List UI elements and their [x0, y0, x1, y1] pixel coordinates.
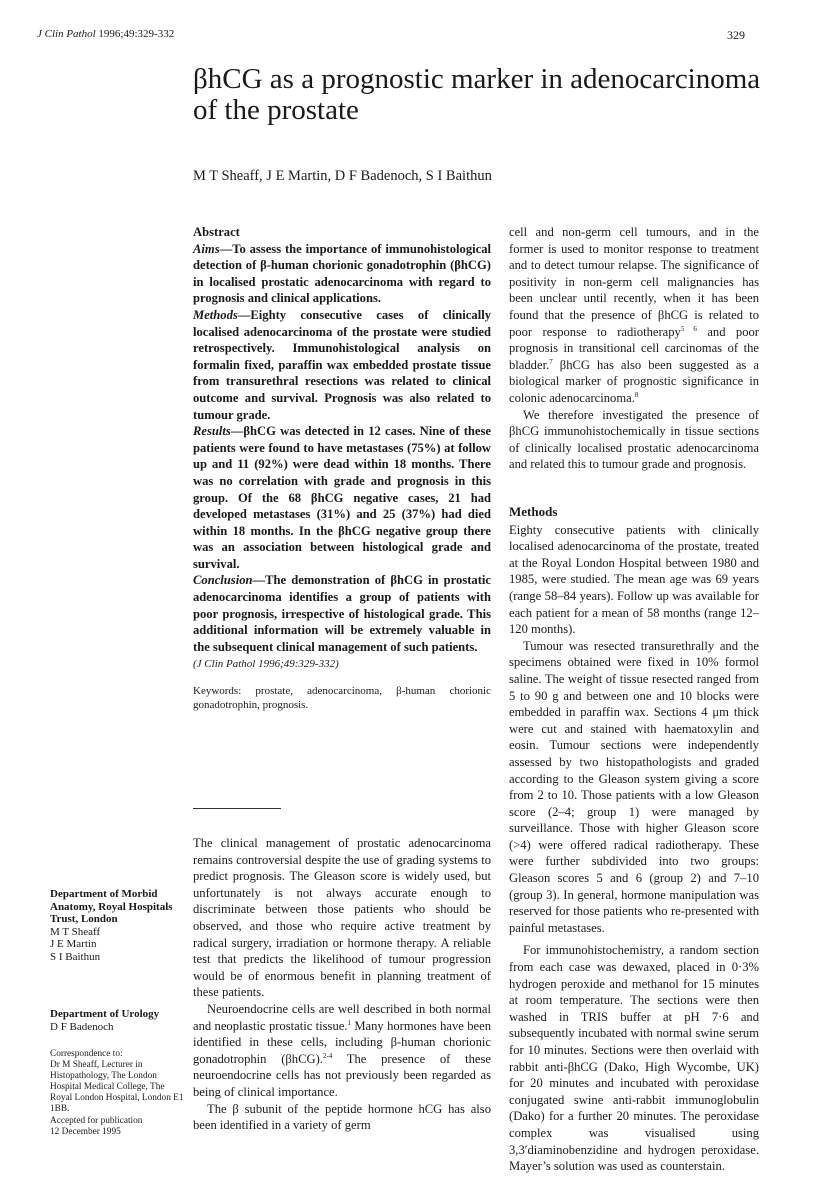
right-p1-text-b: and poor prognosis in transitional cell carcinomas of the bladder. [509, 324, 760, 372]
results-label: Results [193, 424, 231, 439]
abstract-heading: Abstract [193, 225, 240, 239]
reference-marker: 5 6 [680, 324, 697, 333]
affiliation-author: J E Martin [50, 938, 97, 951]
introduction [193, 835, 491, 1134]
methods-paragraph-2: Tumour was resected transurethrally and the specimens obtained were fixed in 10% formol saline. The weight of tissue resected ranged from 5 to 90 g and between one and 10 blocks were embedded in paraffin wax. Sections 4 μm thick were cut and stained with haematoxylin and eosin. Tumour sections were independently assessed by two histopathologists and graded according to the Gleason system giving a score from 2 to 10. Those patients with a low Gleason score (2–4; group 1) were managed by surveillance. Those with higher Gleason score (>4) were offered radical radiotherapy. These were further subdivided into two groups: Gleason scores 5 and 6 (group 2) and 7–10 (group 3). In general, hormone manipulation was reserved for those patients who re-presented with painful metastases. [509, 638, 759, 935]
abstract-aims [193, 241, 491, 307]
correspondence-label: Correspondence to: [50, 1049, 123, 1059]
abstract-results [193, 423, 491, 572]
intro-paragraph-1: The clinical management of prostatic adenocarcinoma remains controversial despite the use of grading systems to predict prognosis. The Gleason score is widely used, but unfortunately is not always accurate enough to discriminate between those patients who should be observed, and those who require active treatment by radical surgery, irradiation or hormone therapy. A reliable test that predicts the likelihood of tumour progression would be of enormous benefit in planning treatment of these patients. [193, 836, 491, 1000]
journal-name: J Clin Pathol [37, 28, 96, 40]
intro-p2-text-c: The presence of these neuroendocrine cells has not previously been regarded as being of clinical importance. [193, 1051, 491, 1099]
affiliation-1-dept: Department of Morbid Anatomy, Royal Hospitals Trust, London [50, 888, 173, 926]
intro-p2-text-b: Many hormones have been identified in these cells, including β-human chorionic gonadotrophin (βhCG). [193, 1018, 491, 1066]
section-divider [193, 808, 281, 809]
affiliation-author: D F Badenoch [50, 1020, 114, 1033]
methods-text: —Eighty consecutive cases of clinically localised adenocarcinoma of the prostate were studied retrospectively. Immunohistological analysis on formalin fixed, paraffin wax embedded prostate tissue from transurethral resections was related to clinical outcome and survival. Prognosis was also related to tumour grade. [193, 307, 491, 422]
accepted-label: Accepted for publication [50, 1116, 143, 1126]
abstract-citation: (J Clin Pathol 1996;49:329-332) [193, 658, 339, 671]
keywords: Keywords: prostate, adenocarcinoma, β-human chorionic gonadotrophin, prognosis. [193, 685, 491, 711]
methods-heading: Methods [509, 504, 558, 519]
article-title: βhCG as a prognostic marker in adenocarcinoma of the prostate [193, 63, 761, 126]
reference-marker: 8 [634, 390, 639, 399]
affiliation-author: M T Sheaff [50, 925, 101, 938]
journal-citation [37, 28, 174, 40]
methods-section [509, 504, 759, 1175]
affiliation-author: S I Baithun [50, 950, 101, 963]
methods-paragraph-3: For immunohistochemistry, a random section from each case was dewaxed, placed in 0·3% hydrogen peroxide and methanol for 15 minutes at room temperature. The sections were then washed in TRIS buffer at pH 7·6 and subsequently incubated with normal swine serum for 10 minutes. Sections were then overlaid with rabbit anti-βhCG (Dako, High Wycombe, UK) for 20 minutes and incubated with peroxidase conjugated swine anti-rabbit immunoglobulin (Dako) for a further 20 minutes. The peroxidase complex was visualised using 3,3′diaminobenzidine and hydrogen peroxidase. Mayer’s solution was used as counterstain. [509, 943, 759, 1174]
correspondence [50, 1049, 185, 1115]
affiliation-2-dept: Department of Urology [50, 1008, 160, 1020]
journal-volume-pages: 1996;49:329-332 [95, 28, 175, 40]
author-list: M T Sheaff, J E Martin, D F Badenoch, S I Baithun [193, 168, 492, 184]
right-paragraph-2: We therefore investigated the presence of βhCG immunohistochemically in tissue sections of clinically localised prostatic adenocarcinoma and related this to tumour grade and prognosis. [509, 407, 759, 472]
abstract-conclusion [193, 572, 491, 655]
intro-p2-text-a: Neuroendocrine cells are well described in both normal and neoplastic prostatic tissue. [193, 1001, 491, 1033]
aims-text: —To assess the importance of immunohistological detection of β-human chorionic gonadotrophin (βhCG) in localised prostatic adenocarcinoma with regard to prognosis and clinical applications. [193, 241, 491, 306]
intro-continued [509, 224, 759, 473]
affiliation-2 [50, 1008, 185, 1033]
reference-marker: 2-4 [322, 1051, 333, 1060]
reference-marker: 1 [347, 1018, 351, 1027]
results-text: —βhCG was detected in 12 cases. Nine of these patients were found to have metastases (75%) at follow up and 11 (92%) were dead within 18 months. There was no correlation with grade and prognosis in this group. Of the 68 βhCG negative cases, 21 had developed metastases (31%) and 25 (37%) had died within 18 months. In the βhCG negative group there was an association between histological grade and survival. [193, 424, 491, 571]
aims-label: Aims [193, 241, 220, 256]
accepted-date: 12 December 1995 [50, 1127, 121, 1137]
affiliation-1 [50, 888, 185, 964]
abstract-methods [193, 307, 491, 423]
methods-paragraph-1: Eighty consecutive patients with clinically localised adenocarcinoma of the prostate, treated at the Royal London Hospital between 1980 and 1985, were studied. The mean age was 69 years (range 58–84 years). Follow up was available for each patient for a mean of 58 months (range 12–120 months). [509, 522, 759, 637]
intro-paragraph-3: The β subunit of the peptide hormone hCG has also been identified in a variety of germ [193, 1101, 491, 1133]
page-number: 329 [727, 28, 745, 42]
abstract [193, 224, 491, 712]
correspondence-address: Dr M Sheaff, Lecturer in Histopathology, The London Hospital Medical College, The Royal London Hospital, London E1 1BB. [50, 1060, 184, 1114]
right-paragraph-1 [509, 224, 759, 407]
methods-label: Methods [193, 307, 238, 322]
acceptance [50, 1116, 185, 1138]
conclusion-label: Conclusion [193, 573, 253, 588]
intro-paragraph-2 [193, 1001, 491, 1101]
right-p1-text-a: cell and non-germ cell tumours, and in the former is used to monitor response to treatment and to detect tumour relapse. The significance of positivity in non-germ cell malignancies has been unclear until recently, when it has been found that the presence of βhCG is related to poor response to radiotherapy [509, 225, 759, 339]
conclusion-text: —The demonstration of βhCG in prostatic adenocarcinoma identifies a group of patients with poor prognosis, irrespective of histological grade. This additional information will be extremely valuable in the subsequent clinical management of such patients. [193, 573, 491, 654]
reference-marker: 7 [549, 357, 553, 366]
right-p1-text-c: βhCG has also been suggested as a biological marker of prognostic significance in colonic adenocarcinoma. [509, 357, 759, 405]
